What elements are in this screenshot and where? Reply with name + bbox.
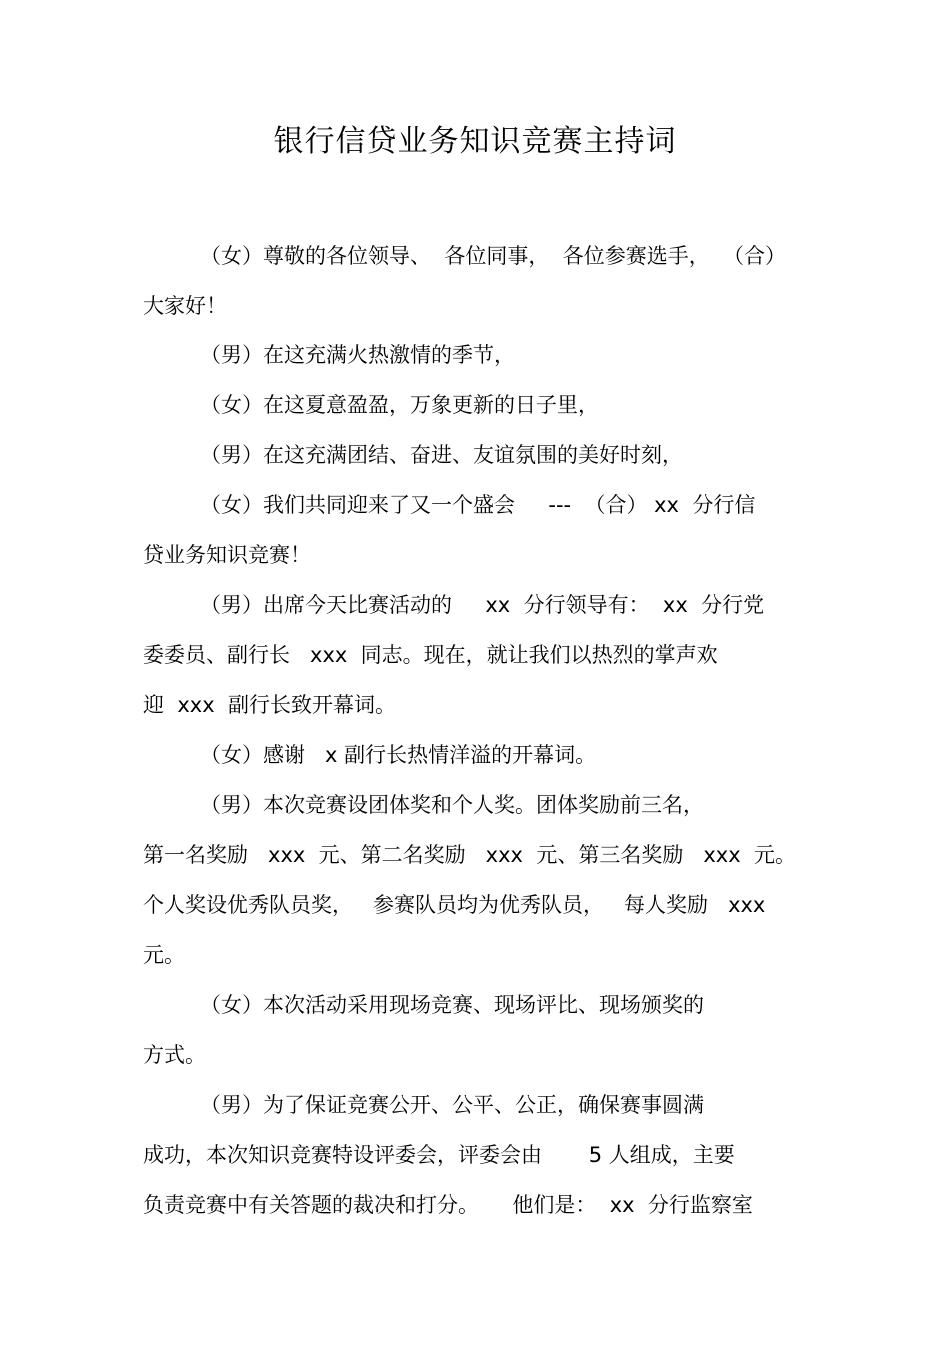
text-line: 方式。 <box>143 1043 206 1067</box>
document-title: 银行信贷业务知识竞赛主持词 <box>273 124 677 159</box>
text-line: 贷业务知识竞赛！ <box>143 543 311 567</box>
text-line: 负责竞赛中有关答题的裁决和打分。 他们是： xx 分行监察室 <box>143 1193 753 1217</box>
text-line: 委委员、副行长 xxx 同志。现在，就让我们以热烈的掌声欢 <box>143 643 718 667</box>
text-line: 迎 xxx 副行长致开幕词。 <box>143 693 396 717</box>
text-line: （女）本次活动采用现场竞赛、现场评比、现场颁奖的 <box>200 993 704 1017</box>
text-line: （女）感谢 x 副行长热情洋溢的开幕词。 <box>200 743 597 767</box>
text-line: （女）尊敬的各位领导、 各位同事， 各位参赛选手， （合） <box>200 244 787 268</box>
text-line: （男）出席今天比赛活动的 xx 分行领导有： xx 分行党 <box>200 593 765 617</box>
text-line: （男）为了保证竞赛公开、公平、公正，确保赛事圆满 <box>200 1093 704 1117</box>
text-line: （女）我们共同迎来了又一个盛会 --- （合） xx 分行信 <box>200 493 756 517</box>
text-line: （男）在这充满团结、奋进、友谊氛围的美好时刻， <box>200 443 683 467</box>
text-line: 元。 <box>143 943 185 967</box>
text-line: （男）在这充满火热激情的季节， <box>200 343 515 367</box>
text-line: 成功，本次知识竞赛特设评委会，评委会由 5 人组成，主要 <box>143 1143 735 1167</box>
text-line: 个人奖设优秀队员奖， 参赛队员均为优秀队员， 每人奖励 xxx <box>143 893 766 917</box>
text-line: （男）本次竞赛设团体奖和个人奖。团体奖励前三名， <box>200 793 704 817</box>
text-line: （女）在这夏意盈盈，万象更新的日子里， <box>200 393 599 417</box>
text-line: 第一名奖励 xxx 元、第二名奖励 xxx 元、第三名奖励 xxx 元。 <box>143 843 796 867</box>
text-line: 大家好！ <box>143 294 227 318</box>
